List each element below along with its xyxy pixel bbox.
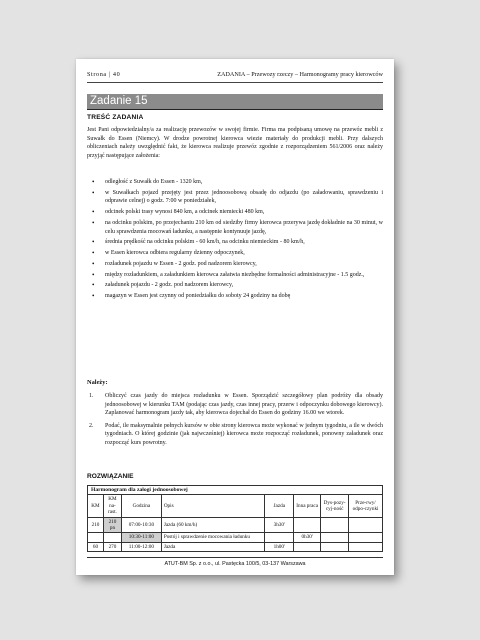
list-item: • w Suwałkach pojazd przejęty jest przez jednoosobową obsadę do odjazdu (po załadowaniu, sprawdzeniu i odprawie celnej) o godz. 7:00 w poniedziałek, bbox=[92, 188, 383, 205]
bullet-icon: • bbox=[92, 178, 95, 186]
running-header bbox=[87, 71, 383, 83]
task-text: Podać, ile maksymalnie pełnych kursów w obie strony kierowca może wykonać w jednym tygodniu, a ile w dwóch tygodniach. O której godzinie (jak najwcześniej) kierowca może rozpocząć rozładunek, ponowny załadunek oraz rozpocząć kurs powrotny. bbox=[105, 422, 383, 446]
column-header: Opis bbox=[161, 495, 265, 517]
header-title: ZADANIA – Przewozy rzeczy – Harmonogramy pracy kierowców bbox=[217, 71, 383, 78]
tasks-heading: Należy: bbox=[87, 379, 108, 386]
task-item bbox=[87, 422, 383, 448]
bullet-icon: • bbox=[92, 188, 95, 197]
table-cell: 60 bbox=[88, 542, 104, 551]
document-page bbox=[76, 59, 394, 575]
tasks-list bbox=[87, 392, 383, 452]
table-cell: 210 pn bbox=[103, 517, 121, 533]
list-item: • magazyn w Essen jest czynny od poniedziałku do soboty 24 godziny na dobę bbox=[92, 292, 291, 301]
table-cell: 11:00-12:00 bbox=[121, 542, 161, 551]
task-banner: Zadanie 15 bbox=[87, 94, 383, 110]
table-cell bbox=[265, 533, 294, 542]
column-header: KM bbox=[88, 495, 104, 517]
section-title: TREŚĆ ZADANIA bbox=[87, 114, 144, 121]
bullet-icon: • bbox=[92, 208, 95, 217]
column-header: Jazda bbox=[265, 495, 294, 517]
bullet-icon: • bbox=[92, 281, 95, 290]
table-cell bbox=[321, 542, 349, 551]
bullet-icon: • bbox=[92, 270, 95, 279]
bullet-icon: • bbox=[92, 292, 95, 301]
list-item: • na odcinku polskim, po przejechaniu 210 km od siedziby firmy kierowca przerywa jazdę dokładnie na 30 minut, w celu sprawdzenia mocowań ładunku, a następnie kontynuuje jazdę, bbox=[92, 218, 383, 235]
task-text: Obliczyć czas jazdy do miejsca rozładunku w Essen. Sporządzić szczegółowy plan podróży dla obsady jednoosobowej w kierunku TAM (podając czas jazdy, czas innej pracy, przerw i odpoczynku dobowego kierowcy). Zaplanować harmonogram jazdy tak, aby kierowca dojechał do Essen do godziny 16.00 we wtorek. bbox=[105, 393, 383, 417]
assumptions-list bbox=[87, 178, 383, 303]
table-cell bbox=[294, 517, 321, 533]
table-cell bbox=[321, 517, 349, 533]
table-cell bbox=[294, 542, 321, 551]
table-cell bbox=[88, 533, 104, 542]
table-cell: 3h30' bbox=[265, 517, 294, 533]
task-number: 2. bbox=[89, 422, 94, 429]
table-cell: 1h00' bbox=[265, 542, 294, 551]
task-item bbox=[87, 392, 383, 418]
table-row bbox=[88, 542, 383, 551]
list-item: • odległość z Suwałk do Essen - 1320 km, bbox=[92, 178, 203, 186]
column-header: KM na-rast. bbox=[103, 495, 121, 517]
list-item: • między rozładunkiem, a załadunkiem kierowca załatwia niezbędne formalności administracyjne - 1.5 godz., bbox=[92, 270, 365, 279]
column-header: Dys-pozy-cyj-ność bbox=[321, 495, 349, 517]
page-footer: ATUT-BM Sp. z o.o., ul. Pastęcka 100/5, 03-137 Warszawa bbox=[87, 557, 383, 567]
solution-title: ROZWIĄZANIE bbox=[87, 473, 134, 480]
page-number: Strona | 40 bbox=[87, 71, 121, 78]
column-header: Godzina bbox=[121, 495, 161, 517]
table-row bbox=[88, 533, 383, 542]
list-item: • średnia prędkość na odcinku polskim - 60 km/h, na odcinku niemieckim - 80 km/h, bbox=[92, 238, 305, 247]
list-item: • w Essen kierowca odbiera regularny dzienny odpoczynek, bbox=[92, 249, 245, 258]
table-cell bbox=[103, 533, 121, 542]
table-cell bbox=[321, 533, 349, 542]
bullet-icon: • bbox=[92, 238, 95, 247]
table-cell: 10:30-11:00 bbox=[121, 533, 161, 542]
task-number: 1. bbox=[89, 393, 94, 399]
table-cell: Jazda (60 km/h) bbox=[161, 517, 265, 533]
schedule-table bbox=[87, 485, 383, 552]
table-cell: 0h30' bbox=[294, 533, 321, 542]
bullet-icon: • bbox=[92, 218, 95, 227]
bullet-icon: • bbox=[92, 249, 95, 258]
list-item: • rozładunek pojazdu w Essen - 2 godz. pod nadzorem kierowcy, bbox=[92, 259, 257, 268]
table-row bbox=[88, 517, 383, 533]
table-cell: 07:00-10:30 bbox=[121, 517, 161, 533]
bullet-icon: • bbox=[92, 259, 95, 268]
list-item: • załadunek pojazdu - 2 godz. pod nadzorem kierowcy, bbox=[92, 281, 234, 290]
table-cell bbox=[349, 517, 383, 533]
table-caption: Harmonogram dla załogi jednoosobowej bbox=[87, 485, 383, 494]
table-cell: 210 bbox=[88, 517, 104, 533]
column-header: Prze-rwy/ odpo-czynki bbox=[349, 495, 383, 517]
column-header: Inna praca bbox=[294, 495, 321, 517]
table-cell: Jazda bbox=[161, 542, 265, 551]
table-cell bbox=[349, 533, 383, 542]
table-cell bbox=[349, 542, 383, 551]
table-cell: Postój i sprawdzenie mocowania ładunku bbox=[161, 533, 265, 542]
intro-paragraph: Jest Pani odpowiedzialny/a za realizację przewozów w swojej firmie. Firma ma podpisaną umowę na przewóz mebli z Suwałk do Essen (Niemcy). W drodze powrotnej kierowca wiezie materiały do produkcji mebli. Przy dalszych obliczeniach należy uwzględnić fakt, że kierowca realizuje przewóz zgodnie z rozporządzeniem 561/2006 oraz należy przyjąć następujące założenia: bbox=[87, 127, 383, 159]
table-cell: 270 bbox=[103, 542, 121, 551]
table-header-row bbox=[88, 495, 383, 517]
list-item: • odcinek polski trasy wynosi 840 km, a odcinek niemiecki 480 km, bbox=[92, 208, 265, 217]
